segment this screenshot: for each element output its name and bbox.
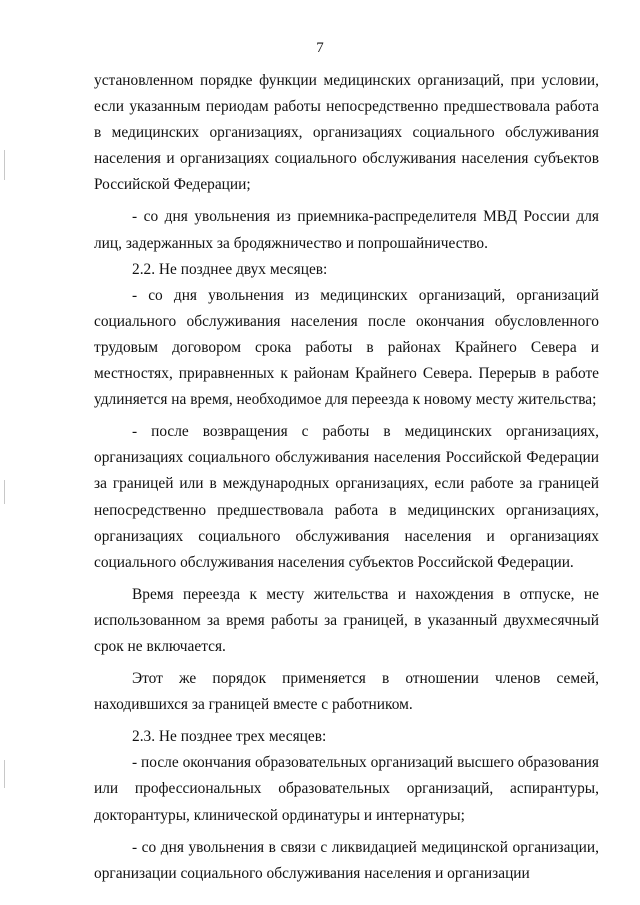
paragraph: Этот же порядок применяется в отношении членов семей, находившихся за границей вместе с работником. <box>94 670 599 714</box>
paragraph-list-item: - со дня увольнения в связи с ликвидацией медицинской организации, организации социального обслуживания населения и организации <box>94 838 599 882</box>
paragraph-list-item: - со дня увольнения из медицинских организаций, организаций социального обслуживания населения после окончания обусловленного трудовым договором срока работы в районах Крайнего Севера и местностях, приравненных к районам Крайнего Севера. Перерыв в работе удлиняется на время, необходимое для переезда к новому месту жительства; <box>94 286 599 409</box>
page-number: 7 <box>316 40 324 56</box>
paragraph-list-item: - после окончания образовательных организаций высшего образования или профессиональных образовательных организаций, аспирантуры, докторантуры, клинической ординатуры и интернатуры; <box>94 754 599 824</box>
paragraph: Время переезда к месту жительства и нахождения в отпуске, не использованном за время работы за границей, в указанный двухмесячный срок не включается. <box>94 585 599 655</box>
paragraph-list-item: - после возвращения с работы в медицинских организациях, организациях социального обслуживания населения Российской Федерации за границей или в международных организациях, если работе за границей непосредственно предшествовала работа в медицинских организациях, организациях социального обслуживания населения и организациях социального обслуживания населения субъектов Российской Федерации. <box>94 423 599 571</box>
paragraph-continuation: установленном порядке функции медицинских организаций, при условии, если указанным периодам работы непосредственно предшествовала работа в медицинских организациях, организациях социального обслуживания населения и организациях социального обслуживания населения субъектов Российской Федерации; <box>94 72 599 194</box>
paragraph-list-item: - со дня увольнения из приемника-распределителя МВД России для лиц, задержанных за бродяжничество и попрошайничество. <box>94 208 599 252</box>
section-heading-2-2: 2.2. Не позднее двух месяцев: <box>132 260 328 278</box>
document-body <box>94 68 599 887</box>
scan-margin-mark <box>4 480 5 504</box>
scan-margin-mark <box>4 150 5 180</box>
section-heading-2-3: 2.3. Не позднее трех месяцев: <box>132 728 327 746</box>
scan-margin-mark <box>4 760 5 788</box>
